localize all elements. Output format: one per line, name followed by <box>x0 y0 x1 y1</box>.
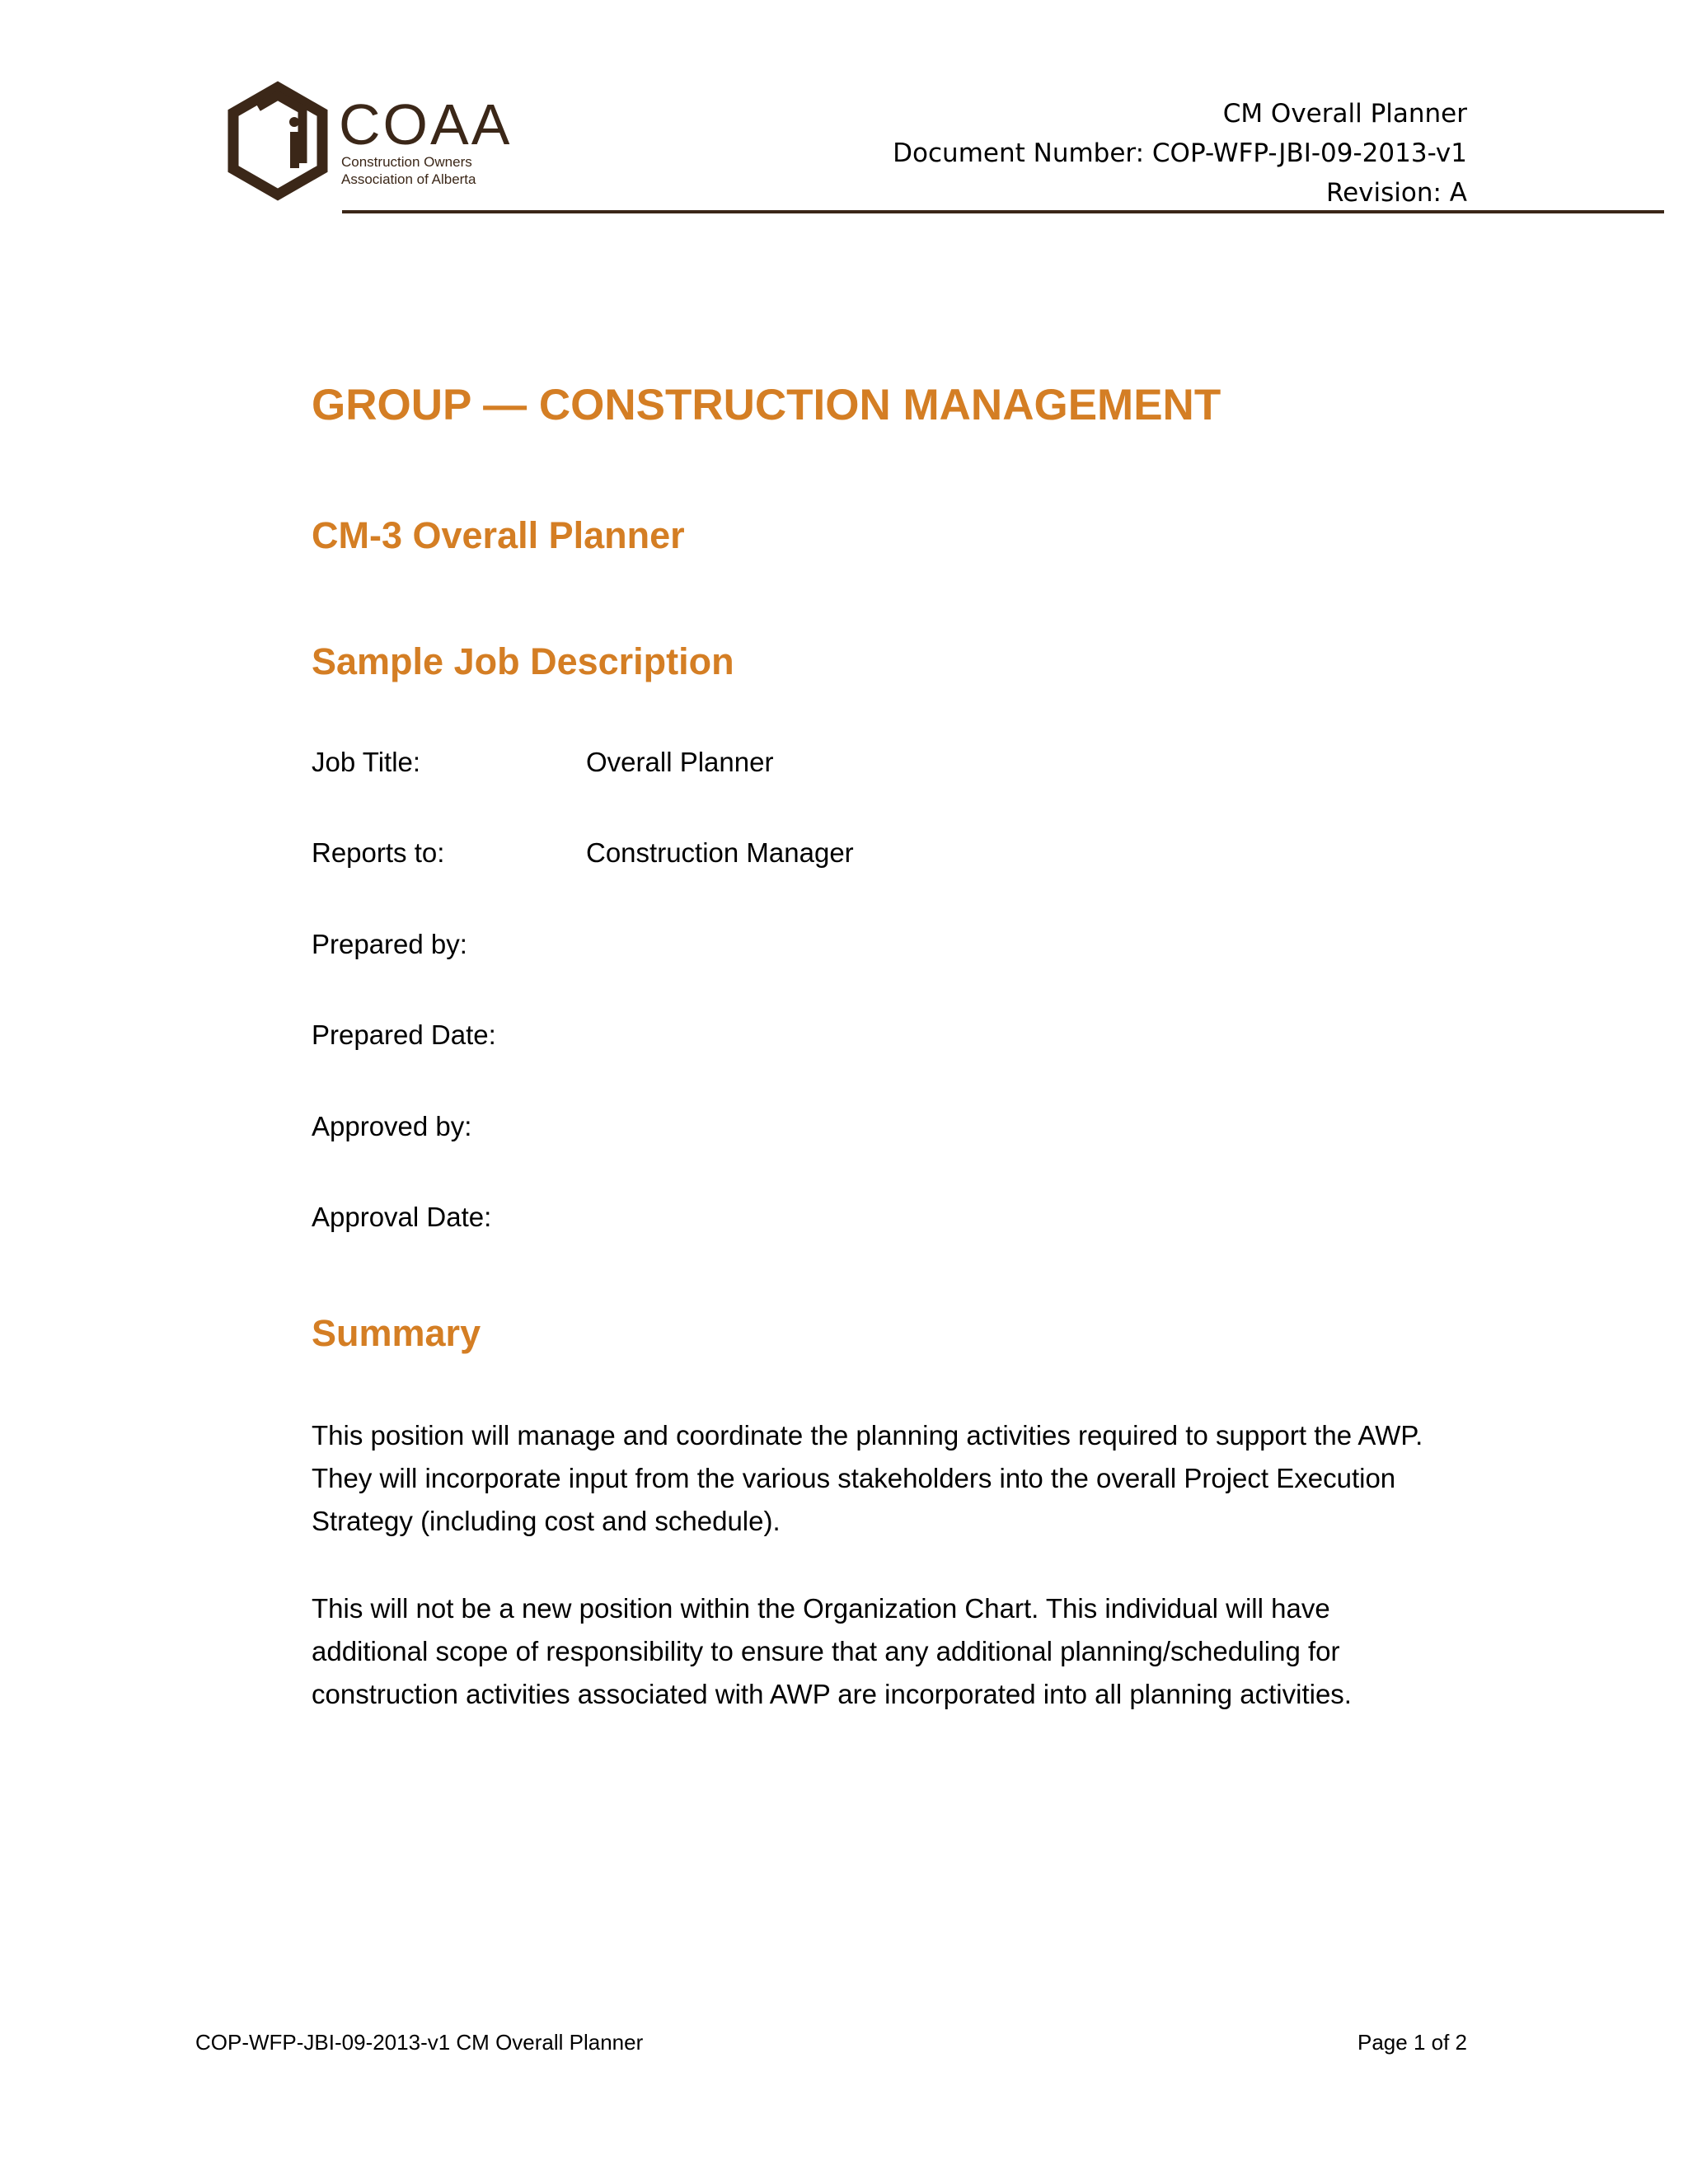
sample-job-description-heading: Sample Job Description <box>312 640 734 682</box>
paragraph-line: This position will manage and coordinate the planning activities required to support the AWP. <box>312 1420 1423 1451</box>
document-title: CM Overall Planner <box>1222 99 1467 129</box>
field-label: Prepared Date: <box>312 1019 496 1050</box>
header-divider <box>342 210 1664 213</box>
summary-heading: Summary <box>312 1312 481 1354</box>
field-value: Overall Planner <box>586 747 774 777</box>
role-heading: CM-3 Overall Planner <box>312 514 685 556</box>
field-label: Approval Date: <box>312 1202 492 1232</box>
logo-subline-1: Construction Owners <box>341 154 472 170</box>
field-value: Construction Manager <box>586 837 854 868</box>
document-number: Document Number: COP-WFP-JBI-09-2013-v1 <box>893 138 1467 168</box>
document-header-info <box>893 94 1467 213</box>
footer-document-ref: COP-WFP-JBI-09-2013-v1 CM Overall Planner <box>195 2030 644 2055</box>
paragraph-line: construction activities associated with AWP are incorporated into all planning activities. <box>312 1679 1352 1709</box>
paragraph-line: additional scope of responsibility to ensure that any additional planning/scheduling for <box>312 1636 1340 1666</box>
document-revision: Revision: A <box>1325 178 1467 208</box>
field-label: Prepared by: <box>312 929 467 959</box>
logo-subline <box>341 153 476 188</box>
footer-page-number: Page 1 of 2 <box>1357 2030 1467 2055</box>
logo-wordmark: COAA <box>339 92 513 157</box>
summary-paragraph-2 <box>312 1587 1482 1716</box>
group-heading: GROUP — CONSTRUCTION MANAGEMENT <box>312 381 1221 429</box>
field-label: Approved by: <box>312 1111 472 1141</box>
hexagon-logo-icon <box>227 81 330 201</box>
coaa-logo <box>227 81 513 201</box>
field-label: Job Title: <box>312 747 421 777</box>
field-label: Reports to: <box>312 837 445 868</box>
summary-paragraph-1 <box>312 1414 1482 1543</box>
paragraph-line: Strategy (including cost and schedule). <box>312 1506 781 1536</box>
paragraph-line: This will not be a new position within the Organization Chart. This individual will have <box>312 1593 1330 1624</box>
paragraph-line: They will incorporate input from the various stakeholders into the overall Project Execution <box>312 1463 1396 1493</box>
logo-subline-2: Association of Alberta <box>341 171 476 187</box>
